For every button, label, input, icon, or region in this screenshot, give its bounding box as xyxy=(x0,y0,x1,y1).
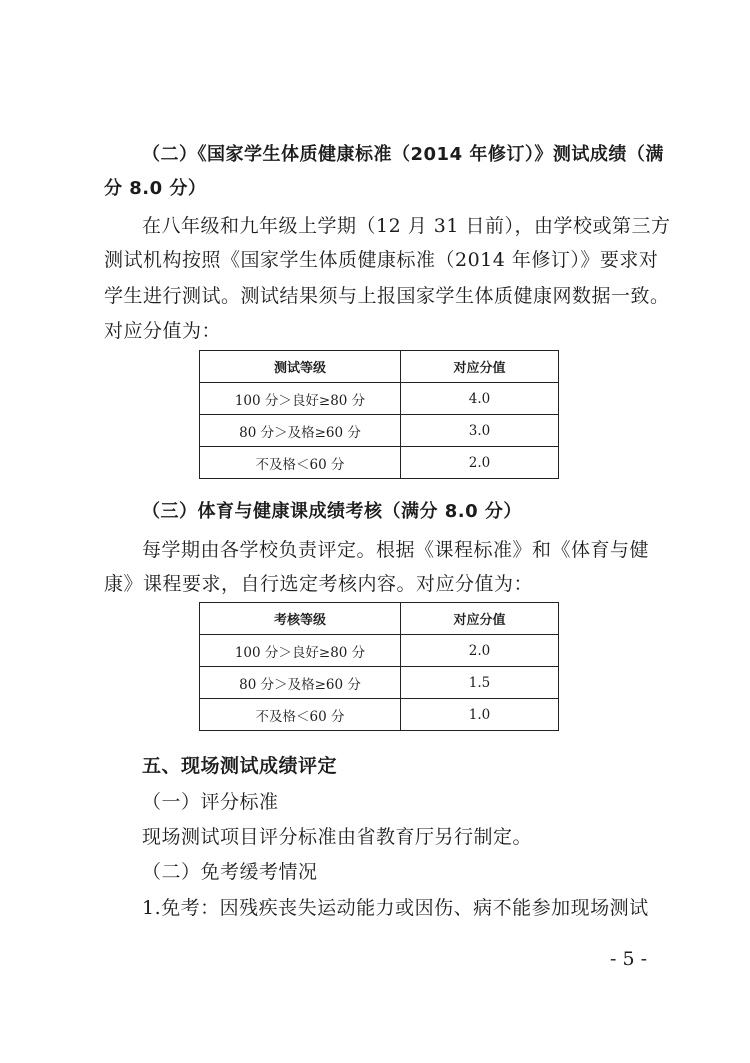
section5-sub2: （二）免考缓考情况 xyxy=(142,861,318,883)
section2-para-line4: 对应分值为： xyxy=(104,320,222,342)
table-cell: 4.0 xyxy=(401,383,559,415)
fitness-score-table xyxy=(199,350,559,479)
table-header-cell: 考核等级 xyxy=(200,603,401,635)
section5-sub1-text: 现场测试项目评分标准由省教育厅另行制定。 xyxy=(142,826,533,848)
section3-para-line2: 康》课程要求，自行选定考核内容。对应分值为： xyxy=(104,573,534,595)
section5-heading: 五、现场测试成绩评定 xyxy=(142,755,338,777)
table-header-cell: 对应分值 xyxy=(401,351,559,383)
table-row xyxy=(200,383,559,415)
section2-heading-line2: 分 8.0 分） xyxy=(104,178,207,199)
table-row xyxy=(200,699,559,731)
table-cell: 1.5 xyxy=(401,667,559,699)
table-cell: 2.0 xyxy=(401,635,559,667)
section2-para-line3: 学生进行测试。测试结果须与上报国家学生体质健康网数据一致。 xyxy=(104,285,670,307)
table-row xyxy=(200,447,559,479)
pe-score-table xyxy=(199,602,559,731)
table-cell: 不及格＜60 分 xyxy=(200,447,401,479)
section2-para-line1: 在八年级和九年级上学期（12 月 31 日前），由学校或第三方 xyxy=(142,215,671,237)
table-cell: 100 分＞良好≥80 分 xyxy=(200,635,401,667)
section3-para-line1: 每学期由各学校负责评定。根据《课程标准》和《体育与健 xyxy=(142,539,650,561)
table-row xyxy=(200,415,559,447)
table-header-row xyxy=(200,351,559,383)
table-cell: 80 分＞及格≥60 分 xyxy=(200,415,401,447)
table-header-cell: 测试等级 xyxy=(200,351,401,383)
table-cell: 1.0 xyxy=(401,699,559,731)
table-cell: 3.0 xyxy=(401,415,559,447)
page-number: - 5 - xyxy=(610,948,648,970)
table-row xyxy=(200,667,559,699)
section2-heading-line1: （二）《国家学生体质健康标准（2014 年修订）》测试成绩（满 xyxy=(142,144,664,165)
table-row xyxy=(200,635,559,667)
section3-heading: （三）体育与健康课成绩考核（满分 8.0 分） xyxy=(142,501,522,522)
table-cell: 100 分＞良好≥80 分 xyxy=(200,383,401,415)
table-cell: 不及格＜60 分 xyxy=(200,699,401,731)
table-cell: 2.0 xyxy=(401,447,559,479)
section5-item1: 1.免考：因残疾丧失运动能力或因伤、病不能参加现场测试 xyxy=(142,897,649,919)
table-header-cell: 对应分值 xyxy=(401,603,559,635)
section2-para-line2: 测试机构按照《国家学生体质健康标准（2014 年修订）》要求对 xyxy=(104,249,659,271)
table-cell: 80 分＞及格≥60 分 xyxy=(200,667,401,699)
section5-sub1: （一）评分标准 xyxy=(142,791,279,813)
table-header-row xyxy=(200,603,559,635)
